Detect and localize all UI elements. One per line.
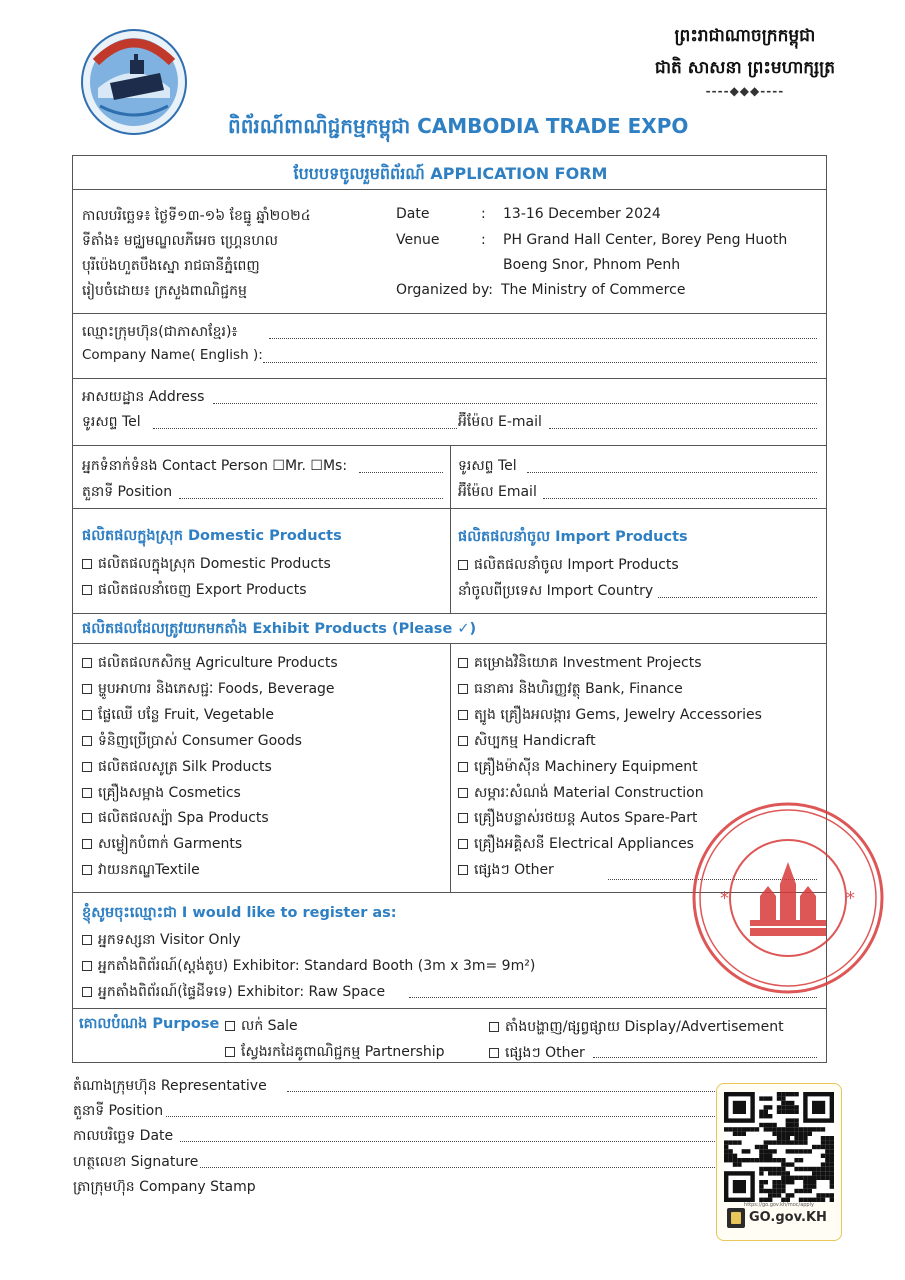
contact-tel-field[interactable] [527, 472, 817, 473]
exhibit-option[interactable] [82, 808, 269, 829]
colon: : [481, 206, 486, 222]
national-motto: ជាតិ សាសនា ព្រះមហាក្សត្រ [654, 58, 835, 78]
column-divider [450, 445, 451, 508]
checkbox[interactable] [82, 987, 92, 997]
raw-space-field[interactable] [409, 997, 817, 998]
contact-tel-label: ទូរសព្ទ Tel [458, 458, 517, 474]
position-field[interactable] [179, 498, 443, 499]
exhibit-option[interactable] [82, 757, 272, 778]
kingdom-header [655, 20, 835, 98]
exhibit-option-label: ផលិតផលសូត្រ Silk Products [98, 758, 272, 775]
exhibit-option-label: គ្រឿងម៉ាស៊ីន Machinery Equipment [474, 758, 698, 775]
exhibit-option[interactable] [82, 834, 242, 855]
email-field[interactable] [549, 428, 817, 429]
checkbox[interactable] [82, 961, 92, 971]
register-title: ខ្ញុំសូមចុះឈ្មោះជា I would like to register as: [82, 905, 397, 921]
checkbox[interactable] [82, 658, 92, 668]
organizer-value: The Ministry of Commerce [501, 282, 686, 298]
checkbox[interactable] [82, 935, 92, 945]
kingdom-title: ព្រះរាជាណាចក្រកម្ពុជា [674, 26, 816, 46]
import-country-label: នាំចូលពីប្រទេស Import Country [458, 583, 654, 599]
date-value: 13-16 December 2024 [503, 206, 661, 222]
purpose-partnership[interactable]: ស្វែងរកដៃគូពាណិជ្ជកម្ម Partnership [225, 1042, 445, 1063]
checkbox[interactable] [458, 762, 468, 772]
company-name-en-label: Company Name( English ): [82, 347, 263, 363]
column-divider [450, 643, 451, 892]
checkbox[interactable] [82, 710, 92, 720]
exhibit-option[interactable] [458, 731, 596, 752]
export-option[interactable]: ផលិតផលនាំចេញ Export Products [82, 580, 307, 601]
exhibit-option[interactable] [458, 860, 554, 881]
exhibit-option[interactable] [458, 679, 683, 700]
date-label: Date [396, 206, 430, 222]
checkbox[interactable] [458, 788, 468, 798]
exhibit-option-label: ត្បូង គ្រឿងអលង្ការ Gems, Jewelry Accessories [474, 706, 762, 723]
ministry-seal-icon [690, 800, 886, 996]
exhibit-option[interactable] [458, 783, 704, 804]
representative-label: តំណាងក្រុមហ៊ុន Representative [73, 1078, 267, 1094]
checkbox[interactable] [82, 813, 92, 823]
exhibit-option-label: សិប្បកម្ម Handicraft [474, 732, 596, 749]
exhibit-option-label: គ្រឿងសម្អាង Cosmetics [98, 784, 241, 801]
exhibit-option-label: ធនាគារ និងហិរញ្ញវត្ថុ Bank, Finance [474, 680, 683, 697]
address-field[interactable] [213, 403, 817, 404]
import-country-field[interactable] [658, 597, 817, 598]
signature-field[interactable] [200, 1167, 715, 1168]
checkbox[interactable] [225, 1047, 235, 1057]
checkbox[interactable] [458, 736, 468, 746]
exhibit-option[interactable] [458, 834, 694, 855]
contact-email-field[interactable] [543, 498, 817, 499]
checkbox[interactable] [458, 865, 468, 875]
purpose-sale[interactable]: លក់ Sale [225, 1016, 298, 1037]
checkbox[interactable] [82, 559, 92, 569]
row-divider [73, 189, 826, 190]
company-name-en-field[interactable] [263, 362, 817, 363]
svg-text:*: * [720, 888, 729, 909]
checkbox[interactable] [458, 710, 468, 720]
checkbox[interactable] [458, 684, 468, 694]
info-kh-date: កាលបរិច្ឆេទ៖ ថ្ងៃទី១៣-១៦ ខែធ្នូ ឆ្នាំ២០២៤ [82, 208, 311, 224]
exhibit-option[interactable] [458, 757, 698, 778]
exhibit-option[interactable] [458, 653, 702, 674]
exhibit-option-label: សម្លៀកបំពាក់ Garments [98, 836, 243, 853]
row-divider [73, 613, 826, 614]
info-kh-venue-2: បុរីប៉េងហួតបឹងស្នោ រាជធានីភ្នំពេញ [82, 258, 260, 274]
form-title: បែបបទចូលរួមពិព័រណ៍ APPLICATION FORM [293, 164, 608, 183]
venue-label: Venue [396, 232, 440, 248]
register-raw-space[interactable]: អ្នកតាំងពិព័រណ៍(ផ្ទៃដីទទេ) Exhibitor: Raw Space [82, 982, 385, 1003]
checkbox[interactable] [489, 1048, 499, 1058]
footer-date-field[interactable] [180, 1141, 715, 1142]
info-kh-organizer: រៀបចំដោយ៖ ក្រសួងពាណិជ្ជកម្ម [82, 283, 247, 299]
exhibit-title: ផលិតផលដែលត្រូវយកមកតាំង Exhibit Products (Please ✓) [82, 621, 477, 637]
address-label: អាសយដ្ឋាន Address [82, 389, 205, 405]
checkbox[interactable] [82, 736, 92, 746]
domestic-title: ផលិតផលក្នុងស្រុក Domestic Products [82, 528, 342, 544]
register-visitor[interactable]: អ្នកទស្សនា Visitor Only [82, 930, 241, 951]
purpose-other[interactable]: ផ្សេងៗ Other [489, 1043, 585, 1064]
purpose-title: គោលបំណង Purpose [79, 1016, 220, 1032]
venue-value-2: Boeng Snor, Phnom Penh [503, 257, 681, 273]
checkbox[interactable] [82, 839, 92, 849]
exhibit-option-label: គម្រោងវិនិយោគ Investment Projects [474, 655, 702, 671]
exhibit-option-label: ផ្សេងៗ Other [474, 862, 554, 879]
checkbox[interactable] [82, 865, 92, 875]
venue-value: PH Grand Hall Center, Borey Peng Huoth [503, 232, 788, 248]
register-standard-booth[interactable]: អ្នកតាំងពិព័រណ៍(ស្តង់តូប) Exhibitor: Standard Booth (3m x 3m= 9m²) [82, 956, 535, 977]
header-separator: ----◆◆◆---- [705, 84, 785, 98]
email-label: អ៊ីម៉ែល E-mail [458, 414, 542, 430]
purpose-display[interactable]: តាំងបង្ហាញ/ផ្សព្វផ្សាយ Display/Advertisement [489, 1017, 784, 1038]
exhibit-option-label: ទំនិញប្រើប្រាស់ Consumer Goods [98, 732, 302, 749]
row-divider [73, 378, 826, 379]
checkbox[interactable] [82, 684, 92, 694]
exhibit-option-label: ផលិតផលស្ប៉ា Spa Products [98, 810, 269, 827]
tel-label: ទូរសព្ទ Tel [82, 414, 141, 430]
signature-label: ហត្ថលេខា Signature [73, 1154, 199, 1170]
import-option[interactable]: ផលិតផលនាំចូល Import Products [458, 555, 679, 576]
exhibit-option[interactable] [82, 653, 338, 674]
footer-position-label: តួនាទី Position [73, 1103, 164, 1119]
import-title: ផលិតផលនាំចូល Import Products [458, 529, 688, 545]
organizer-label: Organized by: [396, 282, 493, 298]
checkbox[interactable] [82, 762, 92, 772]
svg-text:*: * [846, 888, 855, 909]
row-divider [73, 313, 826, 314]
go-gov-brand: GO.gov.KH [749, 1210, 827, 1225]
exhibit-option[interactable] [82, 860, 200, 881]
colon: : [481, 232, 486, 248]
checkbox[interactable] [458, 658, 468, 668]
exhibit-option-label: គ្រឿងអគ្គិសនី Electrical Appliances [474, 836, 694, 853]
exhibit-option-label: សម្ភារៈសំណង់ Material Construction [474, 784, 704, 801]
exhibit-option-label: ផ្លែឈើ បន្លែ Fruit, Vegetable [98, 706, 274, 723]
go-gov-logo-icon [727, 1208, 745, 1228]
ministry-logo [80, 28, 188, 136]
exhibit-option[interactable] [458, 808, 697, 829]
checkbox[interactable] [489, 1022, 499, 1032]
company-stamp-label: ត្រាក្រុមហ៊ុន Company Stamp [73, 1179, 256, 1195]
checkbox[interactable] [458, 839, 468, 849]
qr-code-icon[interactable] [724, 1092, 834, 1202]
exhibit-option[interactable] [82, 783, 241, 804]
exhibit-option-label: វាយនភណ្ឌTextile [98, 862, 200, 879]
checkbox[interactable] [458, 560, 468, 570]
checkbox[interactable] [225, 1021, 235, 1031]
checkbox[interactable] [82, 585, 92, 595]
domestic-option[interactable]: ផលិតផលក្នុងស្រុក Domestic Products [82, 554, 331, 575]
checkbox[interactable] [82, 788, 92, 798]
row-divider [73, 1008, 826, 1009]
column-divider [450, 508, 451, 613]
exhibit-option-label: គ្រឿងបន្លាស់រថយន្ត Autos Spare-Part [474, 810, 698, 827]
qr-url: https://go.gov.kh/moc/apply [744, 1202, 814, 1208]
purpose-other-field[interactable] [593, 1057, 817, 1058]
exhibit-option-label: ម្ហូបអាហារ និងភេសជ្ជៈ Foods, Beverage [98, 680, 335, 697]
expo-title: ពិព័រណ៍ពាណិជ្ជកម្មកម្ពុជា CAMBODIA TRADE EXPO [228, 114, 689, 138]
contact-person-label: អ្នកទំនាក់ទំនង Contact Person ☐Mr. ☐Ms: [82, 458, 348, 474]
tel-field[interactable] [153, 428, 457, 429]
company-name-kh-field[interactable] [269, 338, 817, 339]
footer-position-field[interactable] [166, 1116, 715, 1117]
exhibit-option[interactable] [82, 731, 302, 752]
company-name-kh-label: ឈ្មោះក្រុមហ៊ុន(ជាភាសាខ្មែរ)៖ [82, 324, 238, 340]
exhibit-option-label: ផលិតផលកសិកម្ម Agriculture Products [98, 655, 338, 671]
representative-field[interactable] [287, 1091, 715, 1092]
position-label: តួនាទី Position [82, 484, 173, 500]
contact-email-label: អ៊ីម៉ែល Email [458, 484, 537, 500]
checkbox[interactable] [458, 813, 468, 823]
exhibit-option[interactable] [82, 679, 335, 700]
info-kh-venue: ទីតាំង៖ មជ្ឈមណ្ឌលភីអេច ហ្គ្រេនហល [82, 233, 278, 249]
footer-date-label: កាលបរិច្ឆេទ Date [73, 1128, 174, 1144]
exhibit-option[interactable] [458, 705, 762, 726]
exhibit-option[interactable] [82, 705, 274, 726]
contact-person-field[interactable] [359, 472, 443, 473]
qr-card [716, 1083, 842, 1241]
